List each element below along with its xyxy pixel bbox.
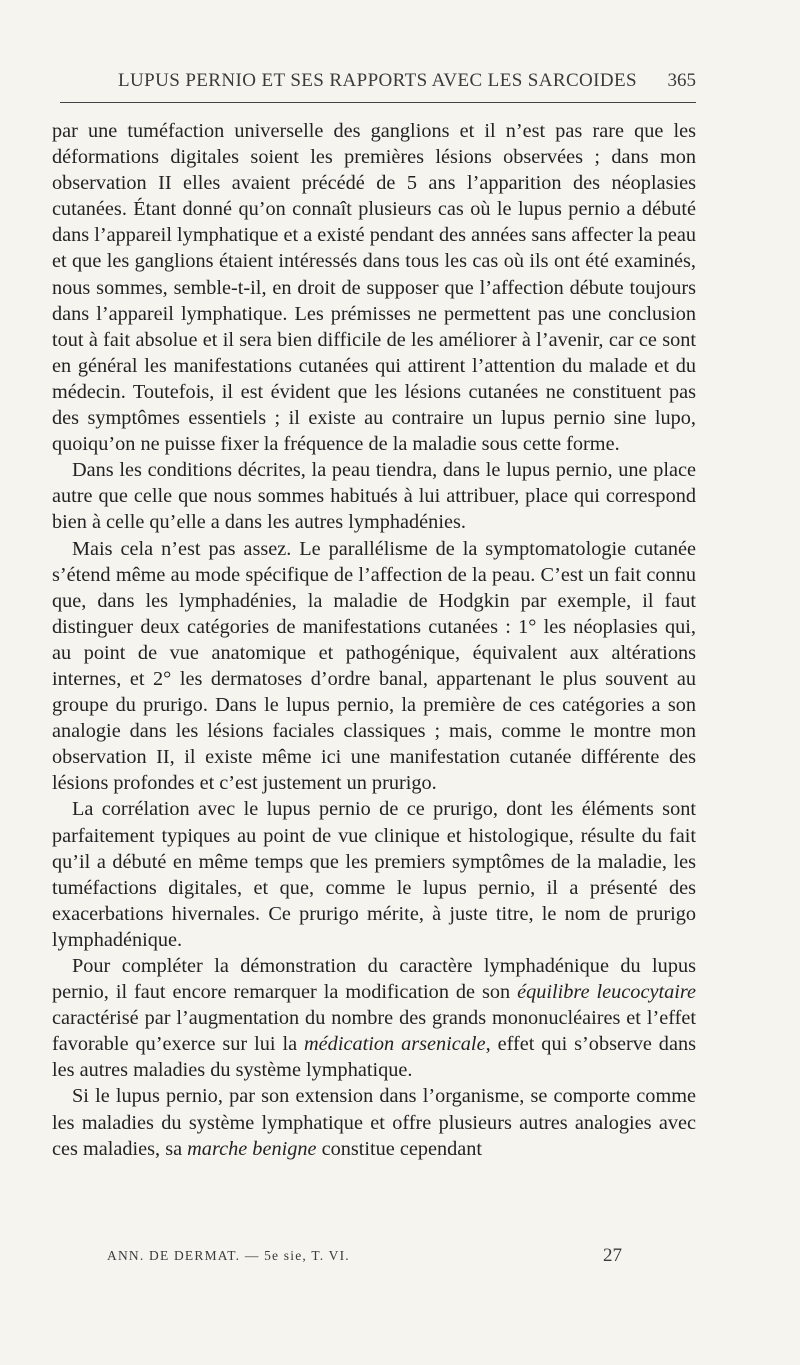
paragraph-5-text-c: , effet qui s’observe dans les autres maladies du système lymphatique. (52, 1033, 696, 1082)
paragraph-5 (52, 953, 696, 1083)
paragraph-3: Mais cela n’est pas assez. Le parallélisme de la symptomatologie cutanée s’étend même au mode spécifique de l’affection de la peau. C’est un fait connu que, dans les lymphadénies, la maladie de Hodgkin par exemple, il faut distinguer deux catégories de manifestations cutanées : 1° les néoplasies qui, au point de vue anatomique et pathogénique, équivalent aux altérations internes, et 2° les dermatoses d’ordre banal, appartenant le plus souvent au groupe du prurigo. Dans le lupus pernio, la première de ces catégories a son analogie dans les lésions faciales classiques ; mais, comme le montre mon observation II, il existe même ici une manifestation cutanée différente des lésions profondes et c’est justement un prurigo. (52, 537, 696, 795)
paragraph-5-text-b: caractérisé par l’augmentation du nombre des grands mononucléaires et l’effet favorable qu’exerce sur lui la (52, 1007, 696, 1056)
italic-equilibre-leucocytaire: équilibre leucocytaire (517, 981, 696, 1004)
paragraph-5-text-a: Pour compléter la démonstration du caractère lymphadénique du lupus pernio, il faut encore remarquer la modification de son (52, 955, 696, 1004)
signature-line: ANN. DE DERMAT. — 5e sie, T. VI. (107, 1248, 350, 1263)
running-title: LUPUS PERNIO ET SES RAPPORTS AVEC LES SARCOIDES (118, 70, 637, 91)
italic-marche-benigne: marche benigne (187, 1137, 317, 1160)
signature-number: 27 (603, 1245, 622, 1266)
page-number: 365 (667, 70, 696, 91)
paragraph-6-text-a: Si le lupus pernio, par son extension dans l’organisme, se comporte comme les maladies du système lymphatique et offre plusieurs autres analogies avec ces maladies, sa (52, 1085, 696, 1160)
italic-medication-arsenicale: médication arsenicale (304, 1033, 486, 1056)
paragraph-6 (52, 1083, 696, 1161)
body-text (52, 118, 696, 1162)
paragraph-4: La corrélation avec le lupus pernio de ce prurigo, dont les éléments sont parfaitement typiques au point de vue clinique et histologique, résulte du fait qu’il a débuté en même temps que les premiers symptômes de la maladie, les tuméfactions digitales, et que, comme le lupus pernio, il a présenté des exacerbations hivernales. Ce prurigo mérite, à juste titre, le nom de prurigo lymphadénique. (52, 798, 696, 951)
paragraph-2: Dans les conditions décrites, la peau tiendra, dans le lupus pernio, une place autre que celle que nous sommes habitués à lui attribuer, place qui correspond bien à celle qu’elle a dans les autres lymphadénies. (52, 459, 696, 534)
paragraph-1: par une tuméfaction universelle des ganglions et il n’est pas rare que les déformations digitales soient les premières lésions observées ; dans mon observation II elles avaient précédé de 5 ans l’apparition des néoplasies cutanées. Étant donné qu’on connaît plusieurs cas où le lupus pernio a débuté dans l’appareil lymphatique et a existé pendant des années sans affecter la peau et que les ganglions étaient intéressés dans tous les cas où ils ont été examinés, nous sommes, semble-t-il, en droit de supposer que l’affection débute toujours dans l’appareil lymphatique. Les prémisses ne permettent pas une conclusion tout à fait absolue et il sera bien difficile de les améliorer à l’avenir, car ce sont en général les manifestations cutanées qui attirent l’attention du malade et du médecin. Toutefois, il est évident que les lésions cutanées ne constituent pas des symptômes essentiels ; il existe au contraire un lupus pernio sine lupo, quoiqu’on ne puisse fixer la fréquence de la maladie sous cette forme. (52, 120, 696, 456)
running-header (52, 70, 696, 100)
page-footer (52, 1245, 696, 1274)
paragraph-6-text-b: constitue cependant (316, 1137, 483, 1160)
header-rule (60, 102, 696, 103)
